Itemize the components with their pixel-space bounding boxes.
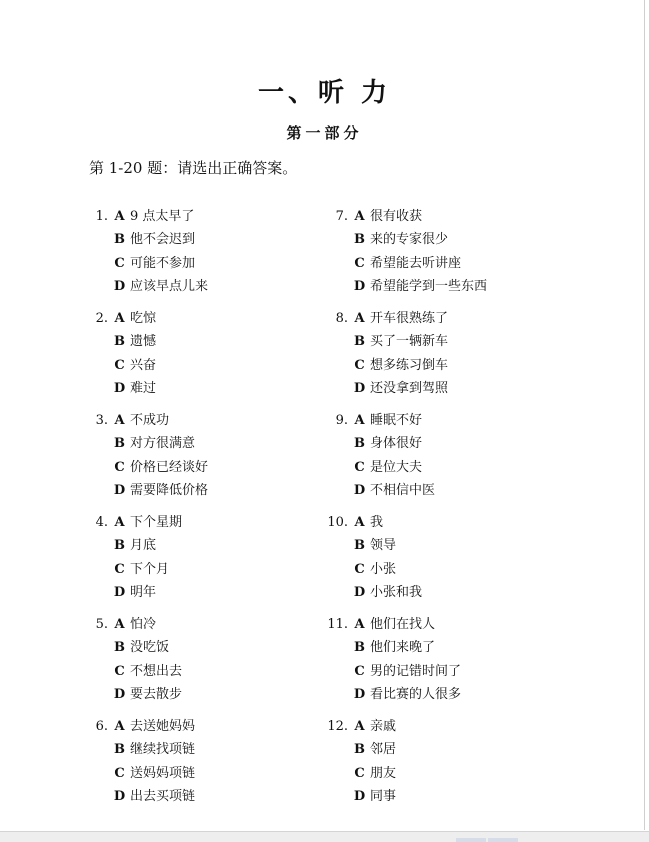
option-text: 不想出去 — [130, 663, 183, 679]
answer-option[interactable] — [322, 354, 572, 377]
question-number: 11. — [327, 617, 348, 632]
answer-option[interactable] — [82, 330, 332, 353]
question-number: 10. — [327, 515, 348, 530]
question-item — [82, 715, 332, 817]
answer-option[interactable] — [82, 581, 332, 604]
option-text: 吃惊 — [130, 311, 157, 326]
answer-option[interactable] — [322, 762, 572, 785]
option-letter: D — [353, 483, 366, 499]
answer-option[interactable] — [322, 330, 572, 353]
option-text: 他不会迟到 — [130, 232, 196, 248]
option-letter: A — [354, 209, 365, 224]
option-text: 亲戚 — [370, 719, 397, 734]
answer-option[interactable] — [82, 785, 332, 808]
option-text: 不相信中医 — [370, 483, 436, 499]
option-letter: B — [114, 538, 125, 554]
option-letter: B — [354, 640, 365, 656]
option-letter: C — [354, 357, 365, 373]
option-text: 难过 — [130, 381, 157, 397]
answer-option[interactable] — [82, 479, 332, 502]
option-text: 开车很熟练了 — [370, 311, 449, 326]
answer-option[interactable] — [82, 660, 332, 683]
answer-option[interactable] — [322, 456, 572, 479]
option-letter: A — [354, 719, 365, 734]
option-text: 男的记错时间了 — [370, 663, 462, 679]
option-text: 可能不参加 — [130, 255, 196, 271]
option-text: 邻居 — [370, 742, 397, 758]
answer-option[interactable] — [82, 354, 332, 377]
option-text: 小张和我 — [370, 585, 423, 601]
option-letter: B — [354, 334, 365, 350]
option-letter: B — [114, 436, 125, 452]
instruction-text: 第 1-20 题：请选出正确答案。 — [89, 159, 298, 177]
answer-option[interactable] — [322, 275, 572, 298]
option-text: 朋友 — [370, 765, 397, 781]
answer-option[interactable] — [322, 377, 572, 400]
part-subtitle: 第一部分 — [286, 124, 363, 142]
question-item — [322, 511, 572, 613]
answer-option[interactable] — [322, 252, 572, 275]
option-text: 下个星期 — [130, 515, 183, 530]
option-text: 去送她妈妈 — [130, 719, 196, 734]
answer-option[interactable] — [82, 613, 332, 636]
option-letter: A — [114, 719, 125, 734]
option-letter: B — [354, 232, 365, 248]
answer-option[interactable] — [322, 479, 572, 502]
option-text: 价格已经谈好 — [130, 459, 209, 475]
answer-option[interactable] — [82, 715, 332, 738]
option-text: 我 — [370, 515, 384, 530]
answer-option[interactable] — [322, 558, 572, 581]
answer-option[interactable] — [82, 762, 332, 785]
option-letter: D — [113, 585, 126, 601]
answer-option[interactable] — [82, 307, 332, 330]
option-letter: C — [114, 765, 125, 781]
option-text: 很有收获 — [370, 209, 423, 224]
option-letter: D — [353, 789, 366, 805]
answer-option[interactable] — [82, 456, 332, 479]
option-text: 睡眠不好 — [370, 413, 423, 428]
option-letter: A — [114, 515, 125, 530]
answer-option[interactable] — [322, 660, 572, 683]
question-column-right — [322, 205, 572, 817]
option-text: 应该早点儿来 — [130, 279, 209, 295]
answer-option[interactable] — [82, 511, 332, 534]
question-number: 7. — [335, 209, 348, 224]
question-number: 3. — [95, 413, 108, 428]
question-item — [82, 205, 332, 307]
question-item — [322, 613, 572, 715]
option-text: 还没拿到驾照 — [370, 381, 449, 397]
answer-option[interactable] — [322, 715, 572, 738]
option-text: 不成功 — [130, 413, 170, 428]
option-letter: A — [114, 617, 125, 632]
option-letter: D — [113, 789, 126, 805]
option-letter: B — [354, 436, 365, 452]
option-letter: A — [114, 311, 125, 326]
option-text: 要去散步 — [130, 687, 183, 703]
option-text: 他们在找人 — [370, 617, 436, 632]
option-letter: A — [114, 209, 125, 224]
answer-option[interactable] — [82, 275, 332, 298]
option-letter: C — [114, 459, 125, 475]
scroll-marker — [456, 838, 486, 842]
section-title: 一、听 力 — [257, 78, 392, 108]
option-text: 他们来晚了 — [370, 640, 436, 656]
option-letter: C — [114, 561, 125, 577]
option-text: 身体很好 — [370, 436, 423, 452]
option-letter: C — [354, 765, 365, 781]
option-letter: D — [113, 381, 126, 397]
question-item — [82, 409, 332, 511]
option-letter: A — [354, 515, 365, 530]
answer-option[interactable] — [322, 683, 572, 706]
option-text: 没吃饭 — [130, 640, 170, 656]
answer-option[interactable] — [82, 534, 332, 557]
question-item — [322, 307, 572, 409]
option-letter: C — [114, 663, 125, 679]
option-letter: A — [354, 413, 365, 428]
option-letter: D — [113, 483, 126, 499]
option-letter: B — [354, 742, 365, 758]
option-text: 是位大夫 — [370, 459, 423, 475]
option-letter: C — [354, 561, 365, 577]
option-letter: C — [354, 255, 365, 271]
option-text: 小张 — [370, 561, 397, 577]
option-text: 怕冷 — [130, 617, 157, 632]
question-item — [82, 613, 332, 715]
question-column-left — [82, 205, 332, 817]
answer-option[interactable] — [322, 205, 572, 228]
question-number: 9. — [335, 413, 348, 428]
answer-option[interactable] — [82, 558, 332, 581]
option-text: 9 点太早了 — [130, 209, 195, 224]
option-letter: C — [114, 255, 125, 271]
answer-option[interactable] — [322, 511, 572, 534]
answer-option[interactable] — [322, 409, 572, 432]
option-text: 明年 — [130, 585, 157, 601]
answer-option[interactable] — [82, 409, 332, 432]
answer-option[interactable] — [82, 228, 332, 251]
answer-option[interactable] — [82, 636, 332, 659]
answer-option[interactable] — [322, 534, 572, 557]
question-item — [82, 307, 332, 409]
option-text: 下个月 — [130, 561, 170, 577]
question-number: 2. — [95, 311, 108, 326]
answer-option[interactable] — [322, 228, 572, 251]
answer-option[interactable] — [82, 432, 332, 455]
option-text: 月底 — [130, 538, 157, 554]
option-letter: A — [354, 617, 365, 632]
option-text: 想多练习倒车 — [370, 357, 449, 373]
option-text: 兴奋 — [130, 357, 157, 373]
question-number: 8. — [335, 311, 348, 326]
option-text: 同事 — [370, 789, 397, 805]
option-text: 继续找项链 — [130, 742, 196, 758]
option-text: 希望能去听讲座 — [370, 255, 462, 271]
option-letter: C — [114, 357, 125, 373]
option-letter: D — [113, 687, 126, 703]
option-letter: D — [353, 279, 366, 295]
option-text: 需要降低价格 — [130, 483, 209, 499]
option-letter: B — [114, 334, 125, 350]
page-bottom-edge — [0, 831, 649, 842]
answer-option[interactable] — [82, 377, 332, 400]
option-text: 遗憾 — [130, 334, 157, 350]
scroll-marker — [488, 838, 518, 842]
question-item — [322, 715, 572, 817]
option-text: 看比赛的人很多 — [370, 687, 462, 703]
option-letter: D — [113, 279, 126, 295]
option-text: 出去买项链 — [130, 789, 196, 805]
option-text: 来的专家很少 — [370, 232, 449, 248]
answer-option[interactable] — [82, 205, 332, 228]
answer-option[interactable] — [322, 307, 572, 330]
option-text: 领导 — [370, 538, 397, 554]
option-letter: D — [353, 687, 366, 703]
question-item — [322, 205, 572, 307]
answer-option[interactable] — [322, 581, 572, 604]
answer-option[interactable] — [322, 785, 572, 808]
option-letter: C — [354, 459, 365, 475]
option-letter: B — [354, 538, 365, 554]
answer-option[interactable] — [322, 613, 572, 636]
option-letter: B — [114, 742, 125, 758]
option-letter: B — [114, 232, 125, 248]
option-letter: C — [354, 663, 365, 679]
option-text: 对方很满意 — [130, 436, 196, 452]
answer-option[interactable] — [322, 738, 572, 761]
option-letter: A — [354, 311, 365, 326]
option-letter: A — [114, 413, 125, 428]
option-text: 买了一辆新车 — [370, 334, 449, 350]
answer-option[interactable] — [82, 738, 332, 761]
answer-option[interactable] — [82, 683, 332, 706]
question-item — [322, 409, 572, 511]
option-letter: D — [353, 585, 366, 601]
question-number: 6. — [95, 719, 108, 734]
option-text: 送妈妈项链 — [130, 765, 196, 781]
option-letter: D — [353, 381, 366, 397]
option-letter: B — [114, 640, 125, 656]
question-number: 4. — [95, 515, 108, 530]
question-number: 12. — [327, 719, 348, 734]
answer-option[interactable] — [322, 432, 572, 455]
question-number: 1. — [95, 209, 108, 224]
question-item — [82, 511, 332, 613]
answer-option[interactable] — [82, 252, 332, 275]
answer-option[interactable] — [322, 636, 572, 659]
option-text: 希望能学到一些东西 — [370, 279, 488, 295]
question-number: 5. — [95, 617, 108, 632]
